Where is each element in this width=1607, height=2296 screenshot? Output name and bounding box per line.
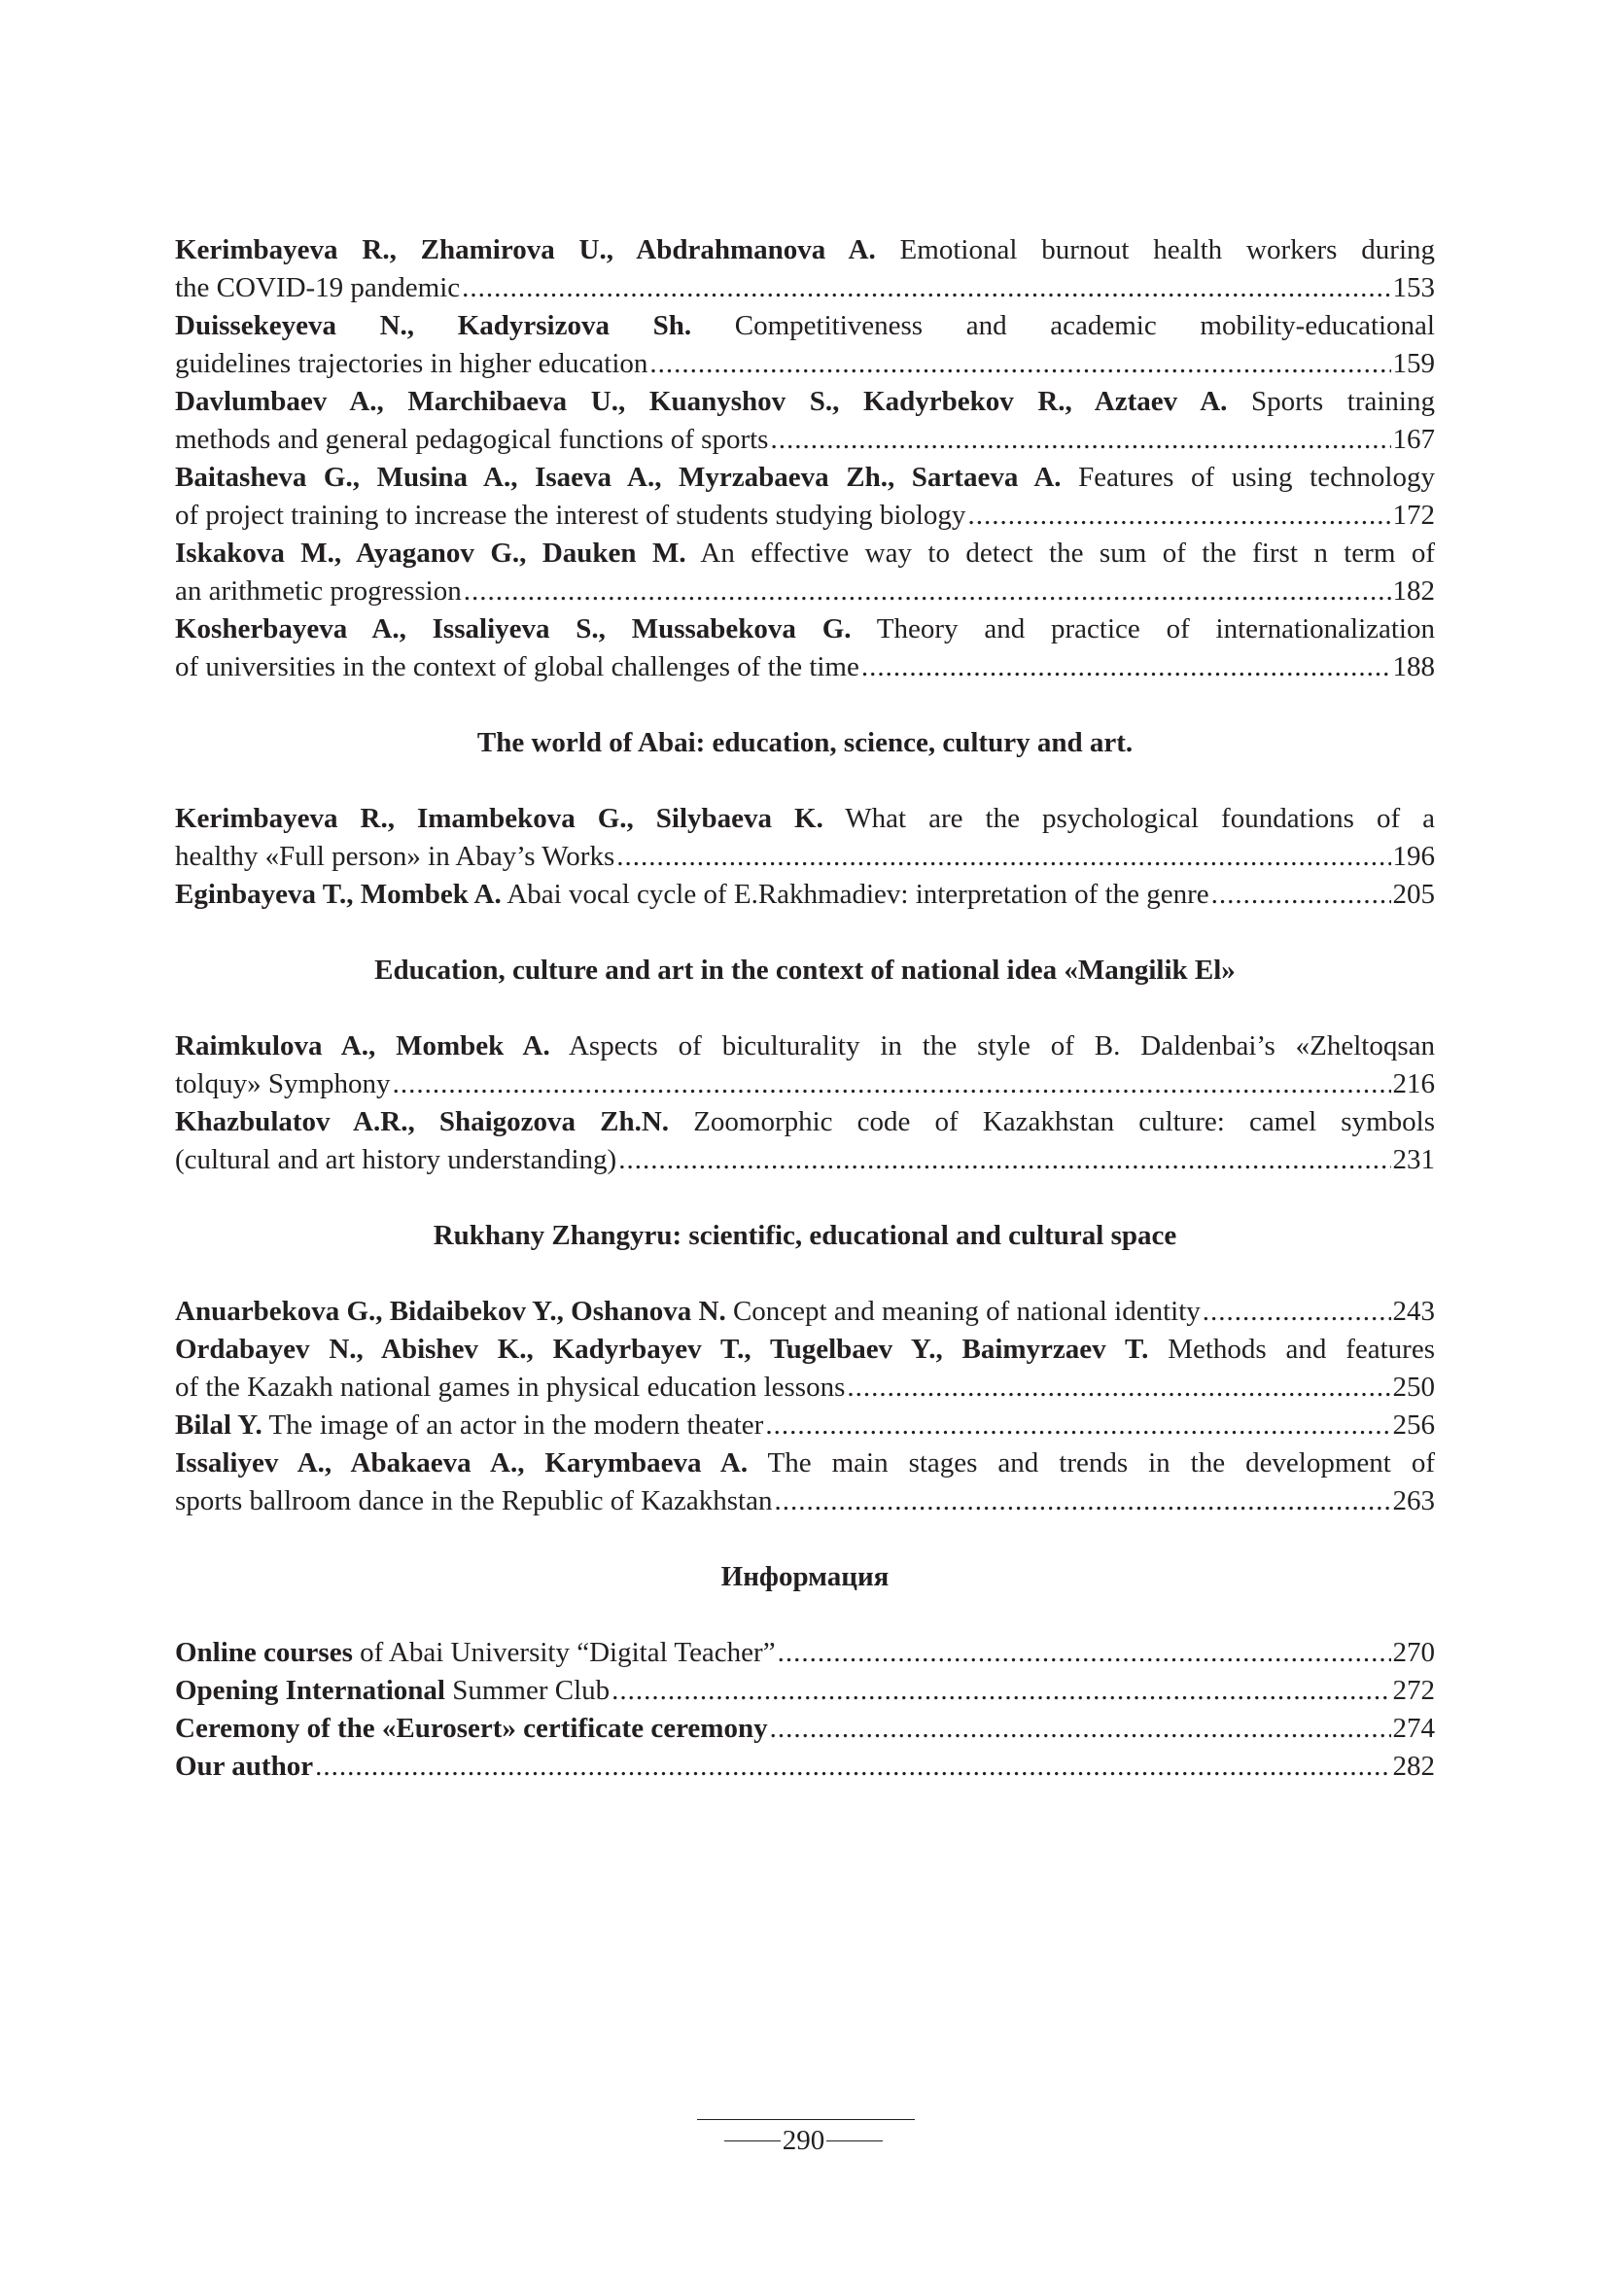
toc-entry-line <box>175 1482 1435 1520</box>
toc-authors: Opening International <box>175 1675 445 1706</box>
toc-authors: Kerimbayeva R., Imambekova G., Silybaeva K. <box>175 803 823 834</box>
toc-authors: Issaliyev A., Abakaeva A., Karymbaeva A. <box>175 1447 749 1478</box>
toc-title-continued: an arithmetic progression <box>175 575 462 607</box>
toc-entry-text <box>175 1634 776 1672</box>
toc-title-continued: tolquy» Symphony <box>175 1068 391 1099</box>
section-title: Education, culture and art in the context of national idea «Mangilik El» <box>374 955 1236 986</box>
toc-entry <box>175 1293 1435 1331</box>
toc-entry <box>175 1634 1435 1672</box>
toc-title: Sports training <box>1227 386 1435 417</box>
toc-entry-line <box>175 610 1435 648</box>
toc-leader-dots <box>1211 876 1391 914</box>
toc-entry <box>175 383 1435 459</box>
toc-entry-line <box>175 1634 1435 1672</box>
toc-entry-line <box>175 1444 1435 1482</box>
toc-entry-line <box>175 800 1435 838</box>
toc-leader-dots <box>462 269 1390 307</box>
toc-title: Competitiveness and academic mobility-educational <box>691 310 1435 341</box>
toc-leader-dots <box>847 1369 1390 1407</box>
toc-entry-text <box>175 1407 763 1444</box>
toc-title-continued: guidelines trajectories in higher education <box>175 348 648 379</box>
toc-entry-line <box>175 231 1435 269</box>
toc-authors: Duissekeyeva N., Kadyrsizova Sh. <box>175 310 692 341</box>
toc-title: Zoomorphic code of Kazakhstan culture: camel symbols <box>669 1106 1435 1137</box>
toc-page-number: 205 <box>1392 879 1435 910</box>
toc-page-number: 274 <box>1392 1713 1435 1744</box>
toc-authors: Ordabayev N., Abishev K., Kadyrbayev T., Tugelbaev Y., Baimyrzaev T. <box>175 1334 1149 1365</box>
toc-entry-line <box>175 1141 1435 1179</box>
toc-entry <box>175 535 1435 610</box>
toc-entry-line <box>175 1103 1435 1141</box>
toc-entry <box>175 231 1435 307</box>
toc-entry <box>175 610 1435 686</box>
toc-page-number: 250 <box>1392 1372 1435 1403</box>
toc-authors: Ceremony of the «Eurosert» certificate ceremony <box>175 1713 768 1744</box>
toc-title-continued: of the Kazakh national games in physical education lessons <box>175 1372 846 1403</box>
toc-entry-line <box>175 1293 1435 1331</box>
table-of-contents <box>175 231 1435 1786</box>
page-footer <box>0 2107 1607 2158</box>
toc-leader-dots <box>611 1672 1390 1710</box>
toc-page-number: 159 <box>1392 348 1435 379</box>
toc-leader-dots <box>618 1141 1390 1179</box>
toc-entry-line <box>175 459 1435 497</box>
toc-authors: Online courses <box>175 1637 353 1668</box>
toc-page-number: 270 <box>1392 1637 1435 1668</box>
toc-page-number: 216 <box>1392 1068 1435 1099</box>
toc-title: The image of an actor in the modern theater <box>262 1409 764 1441</box>
toc-title-continued: of universities in the context of global challenges of the time <box>175 651 859 682</box>
section-title: Информация <box>720 1561 890 1592</box>
toc-entry-line <box>175 1331 1435 1369</box>
toc-leader-dots <box>861 648 1391 686</box>
toc-entry-line <box>175 1065 1435 1103</box>
toc-entry-line <box>175 1369 1435 1407</box>
toc-entry-line <box>175 1027 1435 1065</box>
toc-entry-line <box>175 421 1435 459</box>
toc-title-continued: the COVID-19 pandemic <box>175 272 461 303</box>
toc-page-number: 167 <box>1392 424 1435 455</box>
toc-title-continued: of project training to increase the interest of students studying biology <box>175 500 966 531</box>
toc-title: An effective way to detect the sum of the first n term of <box>685 538 1435 569</box>
toc-authors: Raimkulova A., Mombek A. <box>175 1030 550 1061</box>
toc-title-continued: healthy «Full person» in Abay’s Works <box>175 841 615 872</box>
toc-authors: Eginbayeva T., Mombek A. <box>175 879 502 910</box>
toc-authors: Baitasheva G., Musina A., Isaeva A., Myrzabaeva Zh., Sartaeva A. <box>175 462 1062 493</box>
toc-entry-line <box>175 535 1435 573</box>
toc-page-number: 182 <box>1392 575 1435 607</box>
toc-title: Methods and features <box>1148 1334 1435 1365</box>
toc-entry-line <box>175 345 1435 383</box>
toc-leader-dots <box>774 1482 1390 1520</box>
toc-title: Summer Club <box>444 1675 611 1706</box>
toc-leader-dots <box>770 1710 1391 1748</box>
toc-title-continued: sports ballroom dance in the Republic of Kazakhstan <box>175 1485 773 1516</box>
toc-authors: Davlumbaev A., Marchibaeva U., Kuanyshov S., Kadyrbekov R., Aztaev A. <box>175 386 1228 417</box>
toc-entry-line <box>175 1748 1435 1786</box>
toc-entry <box>175 459 1435 535</box>
toc-entry-line <box>175 838 1435 876</box>
footer-dash-right <box>826 2140 883 2141</box>
toc-title: What are the psychological foundations of a <box>822 803 1435 834</box>
toc-authors: Our author <box>175 1751 314 1782</box>
toc-page-number: 243 <box>1392 1296 1435 1327</box>
toc-entry-line <box>175 876 1435 914</box>
toc-entry <box>175 1672 1435 1710</box>
toc-entry-line <box>175 383 1435 421</box>
toc-entry-line <box>175 269 1435 307</box>
toc-leader-dots <box>770 421 1390 459</box>
toc-page-number: 196 <box>1392 841 1435 872</box>
toc-page-number: 231 <box>1392 1144 1435 1175</box>
toc-leader-dots <box>967 497 1390 535</box>
toc-entry <box>175 1407 1435 1444</box>
toc-leader-dots <box>778 1634 1391 1672</box>
toc-authors: Kosherbayeva A., Issaliyeva S., Mussabekova G. <box>175 613 852 644</box>
toc-page-number: 272 <box>1392 1675 1435 1706</box>
toc-page-number: 172 <box>1392 500 1435 531</box>
toc-page-number: 282 <box>1392 1751 1435 1782</box>
toc-page-number: 263 <box>1392 1485 1435 1516</box>
toc-entry-text <box>175 1710 768 1748</box>
toc-entry-line <box>175 497 1435 535</box>
toc-leader-dots <box>765 1407 1390 1444</box>
toc-entry <box>175 876 1435 914</box>
toc-entry <box>175 800 1435 876</box>
toc-entry-line <box>175 1710 1435 1748</box>
toc-entry <box>175 1027 1435 1103</box>
toc-title: Emotional burnout health workers during <box>875 234 1435 265</box>
toc-title: of Abai University “Digital Teacher” <box>352 1637 776 1668</box>
toc-entry-line <box>175 648 1435 686</box>
section-title: The world of Abai: education, science, cultury and art. <box>476 727 1134 758</box>
toc-authors: Khazbulatov A.R., Shaigozova Zh.N. <box>175 1106 670 1137</box>
toc-page-number: 153 <box>1392 272 1435 303</box>
toc-leader-dots <box>464 573 1391 610</box>
toc-entry <box>175 1748 1435 1786</box>
toc-authors: Bilal Y. <box>175 1409 262 1441</box>
toc-title: Theory and practice of internationalization <box>851 613 1435 644</box>
toc-title: The main stages and trends in the development of <box>748 1447 1435 1478</box>
toc-authors: Anuarbekova G., Bidaibekov Y., Oshanova N. <box>175 1296 726 1327</box>
toc-authors: Kerimbayeva R., Zhamirova U., Abdrahmanova A. <box>175 234 876 265</box>
toc-authors: Iskakova M., Ayaganov G., Dauken M. <box>175 538 686 569</box>
toc-leader-dots <box>315 1748 1390 1786</box>
toc-entry-text <box>175 1293 1201 1331</box>
toc-title: Features of using technology <box>1061 462 1435 493</box>
toc-entry-line <box>175 1672 1435 1710</box>
footer-rule <box>697 2119 915 2120</box>
toc-page-number: 256 <box>1392 1409 1435 1441</box>
toc-title: Concept and meaning of national identity <box>725 1296 1201 1327</box>
toc-entry <box>175 1103 1435 1179</box>
section-title: Rukhany Zhangyru: scientific, educational and cultural space <box>433 1220 1177 1251</box>
toc-leader-dots <box>649 345 1390 383</box>
toc-leader-dots <box>616 838 1390 876</box>
toc-entry-text <box>175 1672 610 1710</box>
toc-title: Abai vocal cycle of E.Rakhmadiev: interpretation of the genre <box>501 879 1209 910</box>
toc-page-number: 188 <box>1392 651 1435 682</box>
toc-title-continued: methods and general pedagogical functions of sports <box>175 424 769 455</box>
toc-title: Aspects of biculturality in the style of B. Daldenbai’s «Zheltoqsan <box>549 1030 1435 1061</box>
toc-entry-line <box>175 573 1435 610</box>
toc-entry-line <box>175 1407 1435 1444</box>
page-number: 290 <box>782 2125 825 2156</box>
toc-entry-text <box>175 1748 313 1786</box>
toc-entry <box>175 1444 1435 1520</box>
toc-entry <box>175 1331 1435 1407</box>
toc-entry-line <box>175 307 1435 345</box>
toc-leader-dots <box>1203 1293 1391 1331</box>
toc-entry <box>175 1710 1435 1748</box>
toc-entry-text <box>175 876 1209 914</box>
toc-leader-dots <box>393 1065 1391 1103</box>
toc-entry <box>175 307 1435 383</box>
footer-dash-left <box>724 2140 781 2141</box>
toc-title-continued: (cultural and art history understanding) <box>175 1144 617 1175</box>
